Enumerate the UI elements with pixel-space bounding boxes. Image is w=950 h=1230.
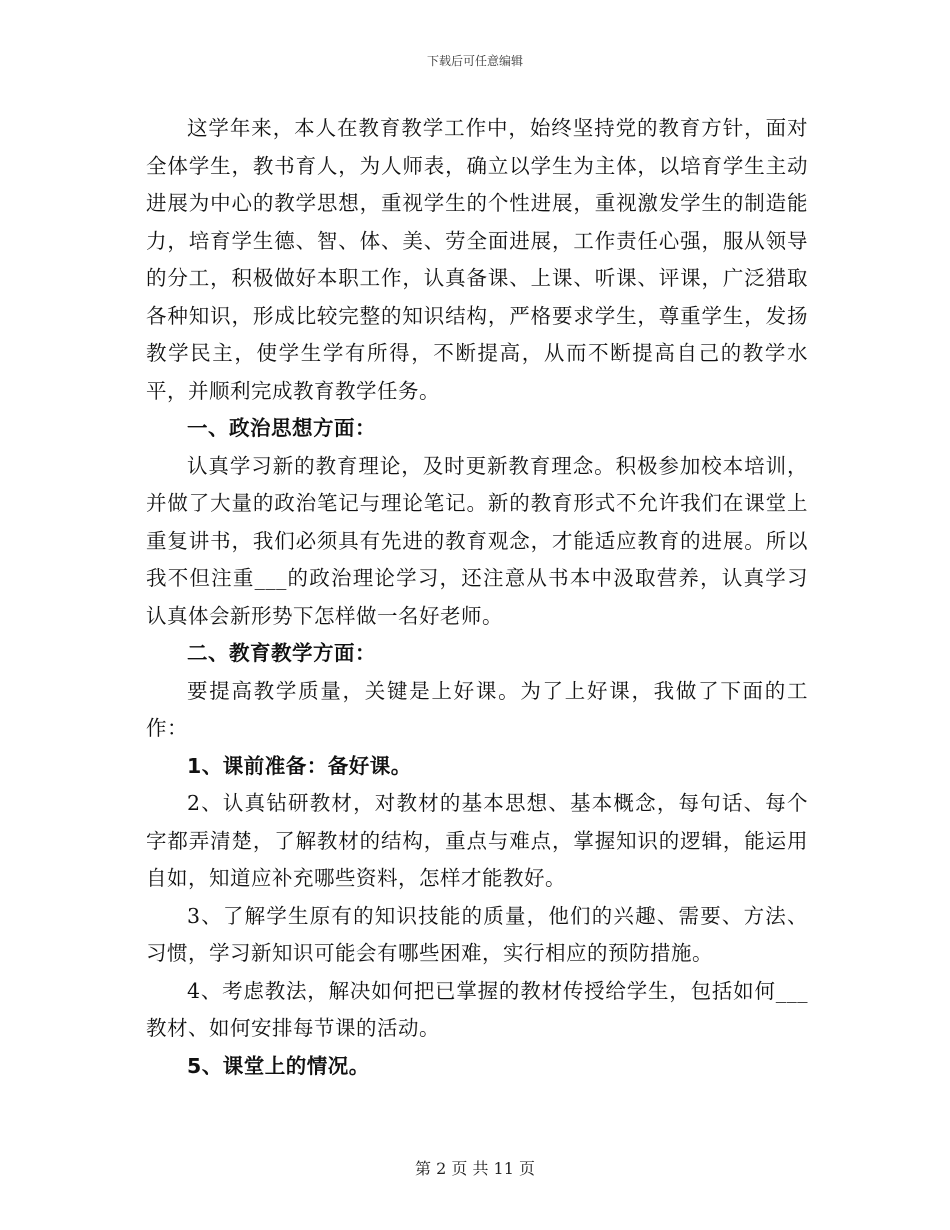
page-header: 下载后可任意编辑	[426, 54, 523, 68]
section-heading-teaching: 二、教育教学方面：	[187, 641, 376, 665]
politics-paragraph: 认真学习新的教育理论，及时更新教育理念。积极参加校本培训，并做了大量的政治笔记与理论笔记。新的教育形式不允许我们在课堂上重复讲书，我们必须具有先进的教育观念，才能适应教育的进展。所以我不但注重___的政治理论学习，还注意从书本中汲取营养，认真学习认真体会新形势下怎样做一名好老师。	[146, 453, 808, 628]
item-4-paragraph: 4、考虑教法，解决如何把已掌握的教材传授给学生，包括如何___教材、如何安排每节课的活动。	[146, 978, 808, 1040]
item-2-paragraph: 2、认真钻研教材，对教材的基本思想、基本概念，每句话、每个字都弄清楚，了解教材的结构，重点与难点，掌握知识的逻辑，能运用自如，知道应补充哪些资料，怎样才能教好。	[146, 791, 808, 890]
subheading-classroom: 5、课堂上的情况。	[187, 1053, 370, 1078]
section-heading-politics: 一、政治思想方面：	[187, 416, 376, 440]
document-body	[146, 110, 808, 1085]
subheading-lesson-prep: 1、课前准备：备好课。	[187, 753, 412, 778]
teaching-intro-paragraph: 要提高教学质量，关键是上好课。为了上好课，我做了下面的工作：	[146, 678, 808, 740]
intro-paragraph: 这学年来，本人在教育教学工作中，始终坚持党的教育方针，面对全体学生，教书育人，为人师表，确立以学生为主体，以培育学生主动进展为中心的教学思想，重视学生的个性进展，重视激发学生的制造能力，培育学生德、智、体、美、劳全面进展，工作责任心强，服从领导的分工，积极做好本职工作，认真备课、上课、听课、评课，广泛猎取各种知识，形成比较完整的知识结构，严格要求学生，尊重学生，发扬教学民主，使学生学有所得，不断提高，从而不断提高自己的教学水平，并顺利完成教育教学任务。	[146, 116, 808, 403]
item-3-paragraph: 3、了解学生原有的知识技能的质量，他们的兴趣、需要、方法、习惯，学习新知识可能会有哪些困难，实行相应的预防措施。	[146, 903, 808, 965]
page-footer: 第 2 页 共 11 页	[415, 1159, 535, 1178]
